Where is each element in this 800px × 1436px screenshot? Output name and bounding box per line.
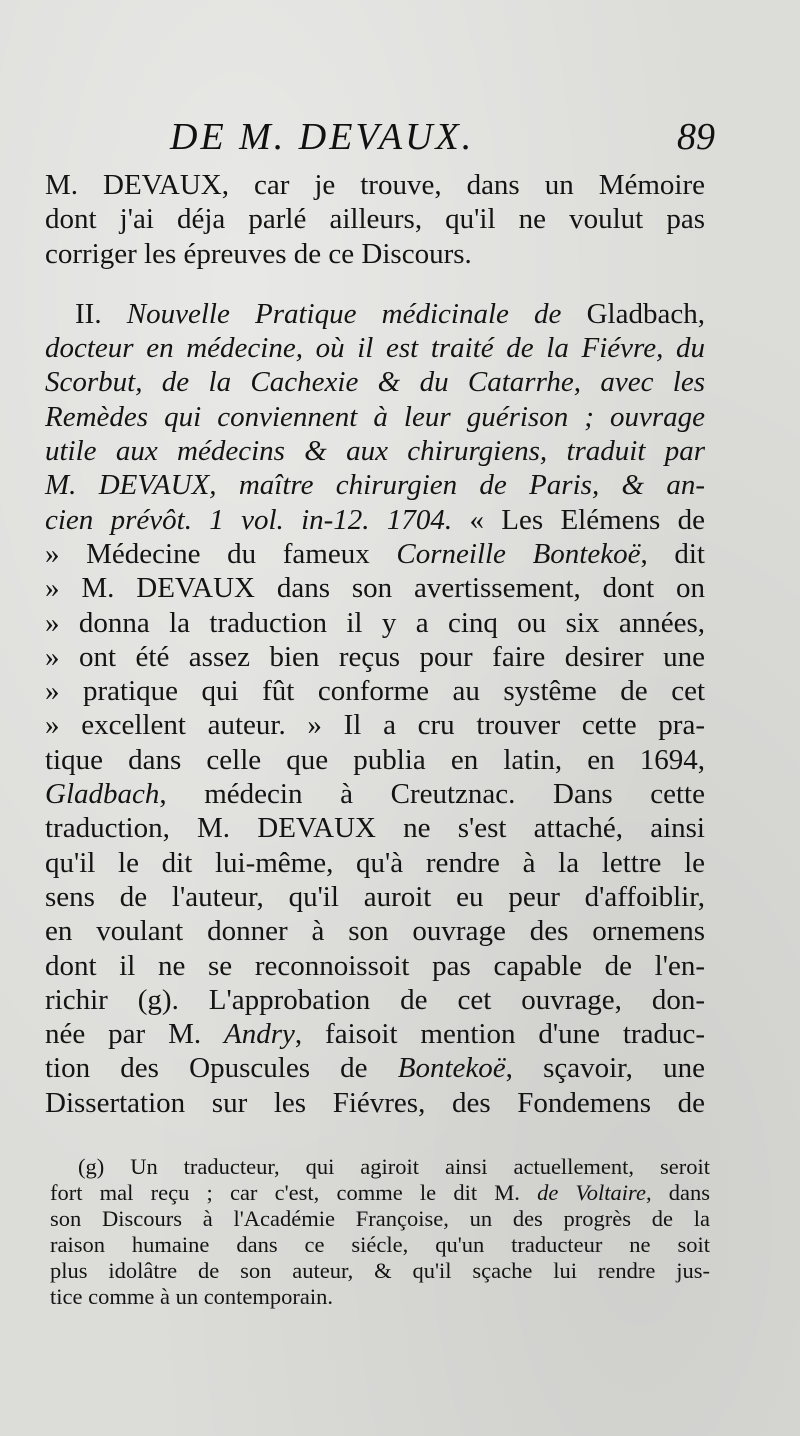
text-line: » ont été assez bien reçus pour faire desirer une	[45, 640, 705, 673]
text-line: dont j'ai déja parlé ailleurs, qu'il ne voulut pas	[45, 203, 705, 236]
text-span: , médecin à Creutznac. Dans cette	[159, 778, 705, 811]
text-line	[45, 1017, 705, 1051]
person-name: Corneille Bontekoë	[396, 537, 641, 570]
text-line: » excellent auteur. » Il a cru trouver cette pra-	[45, 709, 705, 742]
text-span: , sçavoir, une	[505, 1052, 705, 1085]
text-line: M. DEVAUX, maître chirurgien de Paris, & an-	[45, 469, 705, 502]
book-title: Nouvelle Pratique médicinale de	[126, 297, 562, 330]
text-line: richir (g). L'approbation de cet ouvrage, don-	[45, 983, 705, 1016]
text-line	[45, 503, 705, 537]
text-line: en voulant donner à son ouvrage des ornemens	[45, 915, 705, 948]
book-details: cien prévôt. 1 vol. in-12. 1704.	[45, 503, 453, 536]
text-span: , dans	[645, 1180, 710, 1205]
footnote-line: raison humaine dans ce siécle, qu'un traducteur ne soit	[50, 1232, 710, 1257]
text-line: » M. DEVAUX dans son avertissement, dont on	[45, 572, 705, 605]
text-span: , faisoit mention d'une traduc-	[294, 1018, 705, 1051]
text-line	[45, 1051, 705, 1085]
item-number: II.	[75, 297, 127, 330]
text-line: » pratique qui fût conforme au systême de cet	[45, 675, 705, 708]
person-name: Gladbach	[45, 778, 160, 811]
text-line: corriger les épreuves de ce Discours.	[45, 237, 472, 270]
text-span: née par M.	[45, 1018, 225, 1051]
text-line: tique dans celle que publia en latin, en 1694,	[45, 743, 705, 776]
text-line	[45, 297, 705, 331]
quote-start: « Les Elémens de	[452, 503, 705, 536]
text-line: traduction, M. DEVAUX ne s'est attaché, ainsi	[45, 812, 705, 845]
footnote	[50, 1154, 710, 1310]
running-title: DE M. DEVAUX.	[170, 116, 475, 158]
main-text	[45, 168, 705, 1120]
text-line: Dissertation sur les Fiévres, des Fondemens de	[45, 1086, 705, 1119]
text-line: utile aux médecins & aux chirurgiens, traduit par	[45, 435, 705, 468]
text-line: » donna la traduction il y a cinq ou six années,	[45, 606, 705, 639]
text-span: , dit	[640, 537, 705, 570]
text-line: dont il ne se reconnoissoit pas capable de l'en-	[45, 949, 705, 982]
paragraph-gap	[45, 271, 705, 297]
person-name: Bontekoë	[397, 1052, 506, 1085]
page-number: 89	[677, 116, 715, 158]
text-line: qu'il le dit lui-même, qu'à rendre à la lettre le	[45, 846, 705, 879]
text-line: M. DEVAUX, car je trouve, dans un Mémoire	[45, 169, 705, 201]
text-span: fort mal reçu ; car c'est, comme le dit M.	[50, 1180, 538, 1205]
footnote-line	[50, 1180, 710, 1206]
footnote-line: (g) Un traducteur, qui agiroit ainsi actuellement, seroit	[78, 1154, 710, 1179]
footnote-line: plus idolâtre de son auteur, & qu'il sçache lui rendre jus-	[50, 1258, 710, 1283]
text-line	[45, 777, 705, 811]
text-line: docteur en médecine, où il est traité de la Fiévre, du	[45, 332, 705, 365]
footnote-line: tice comme à un contemporain.	[50, 1284, 334, 1309]
text-span: tion des Opuscules de	[45, 1052, 398, 1085]
text-line	[45, 537, 705, 571]
person-name: de Voltaire	[537, 1180, 646, 1205]
person-name: Andry	[224, 1018, 295, 1051]
page-header	[170, 115, 715, 165]
text-span: » Médecine du fameux	[45, 537, 397, 570]
text-line: Scorbut, de la Cachexie & du Catarrhe, avec les	[45, 366, 705, 399]
author-name: Gladbach,	[561, 297, 705, 330]
text-line: Remèdes qui conviennent à leur guérison ; ouvrage	[45, 400, 705, 433]
footnote-line: son Discours à l'Académie Françoise, un des progrès de la	[50, 1206, 710, 1231]
text-line: sens de l'auteur, qu'il auroit eu peur d'affoiblir,	[45, 880, 705, 913]
